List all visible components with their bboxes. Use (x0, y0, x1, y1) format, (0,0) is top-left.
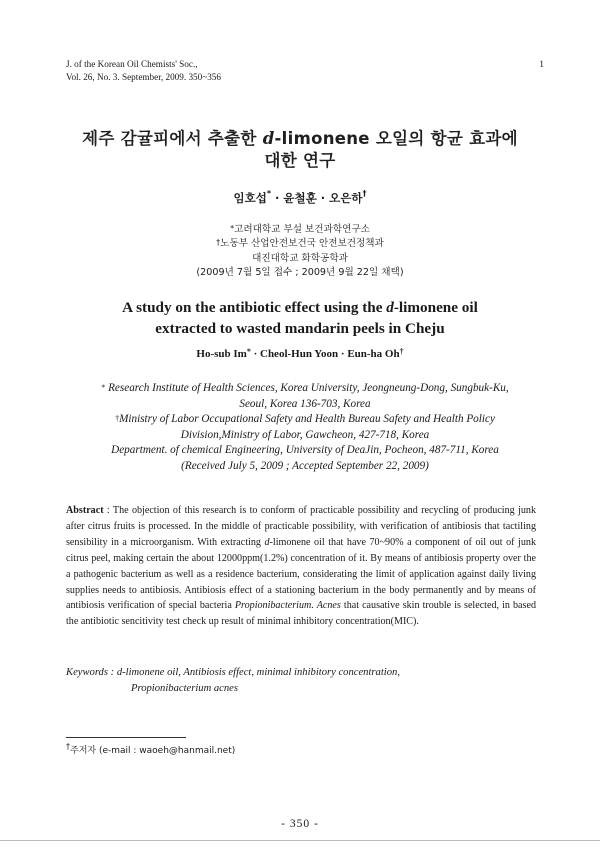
journal-header (66, 58, 221, 84)
abstract-label: Abstract (66, 505, 104, 516)
english-authors: Ho-sub Im* · Cheol-Hun Yoon · Eun-ha Oh† (196, 347, 404, 360)
bottom-edge-line (0, 840, 600, 841)
top-page-number: 1 (539, 60, 544, 70)
korean-received-date: (2009년 7월 5일 접수 ; 2009년 9월 22일 채택) (196, 267, 404, 279)
keywords: Keywords : d-limonene oil, Antibiosis effect, minimal inhibitory concentration, Propionibacterium acnes (66, 667, 400, 694)
journal-name: J. of the Korean Oil Chemists' Soc., (66, 59, 198, 69)
english-affiliations: * Research Institute of Health Sciences, Korea University, Jeongneung-Dong, Sungbuk-Ku, Seoul, Korea 136-703, Korea †Ministry of Labor Occupational Safety and Health Bureau Safety and Health Policy Division,Ministry of Labor, Gawcheon, 427-718, Korea Department. of chemical Engineering, University of DeaJin, Pocheon, 487-711, Korea (Received July 5, 2009 ; Accepted September 22, 2009) (60, 381, 550, 475)
keywords-label: Keywords (66, 667, 108, 678)
journal-volume: Vol. 26, No. 3. September, 2009. 350~356 (66, 72, 221, 82)
korean-affiliations: *고려대학교 부설 보건과학연구소 †노동부 산업안전보건국 안전보건정책과 대진대학교 화학공학과 (2009년 7월 5일 접수 ; 2009년 9월 22일 채택) (60, 223, 540, 281)
page-number: - 350 - (281, 818, 319, 830)
abstract: Abstract : The objection of this research is to conform of practicable possibility and recycling of producing junk after citrus fruits is processed. In the middle of practicable possibility, with verification of antibiosis that tactiling sensibility in a microorganism. With extracting d-limonene oil that have 70~90% a component of oil out of junk citrus peel, making certain the about 12000ppm(1.2%) concentration of it. By means of antibiosis property over the a pathogenic bacterium as well as a residence bacterium, considerating the limit of application against daily living supplies needs to antibiosis. Antibiosis effect of a stationing bacterium in the body permanently and by means of antibiosis verification of special bacteria Propionibacterium. Acnes that causative skin trouble is selected, in based the antibiotic sencitivity test check up result of minimal inhibitory concentration(MIC). (66, 505, 537, 628)
footnote-divider (66, 737, 186, 738)
english-title: A study on the antibiotic effect using the d-limonene oil extracted to wasted mandarin peels in Cheju (122, 299, 478, 337)
korean-title: 제주 감귤피에서 추출한 d-limonene 오일의 항균 효과에 대한 연구 (82, 129, 518, 170)
english-received-date: (Received July 5, 2009 ; Accepted September 22, 2009) (181, 459, 429, 472)
footnote: †주저자 (e-mail : waoeh@hanmail.net) (66, 742, 236, 756)
korean-authors: 임호섭* · 윤철훈 · 오은하† (233, 189, 367, 205)
